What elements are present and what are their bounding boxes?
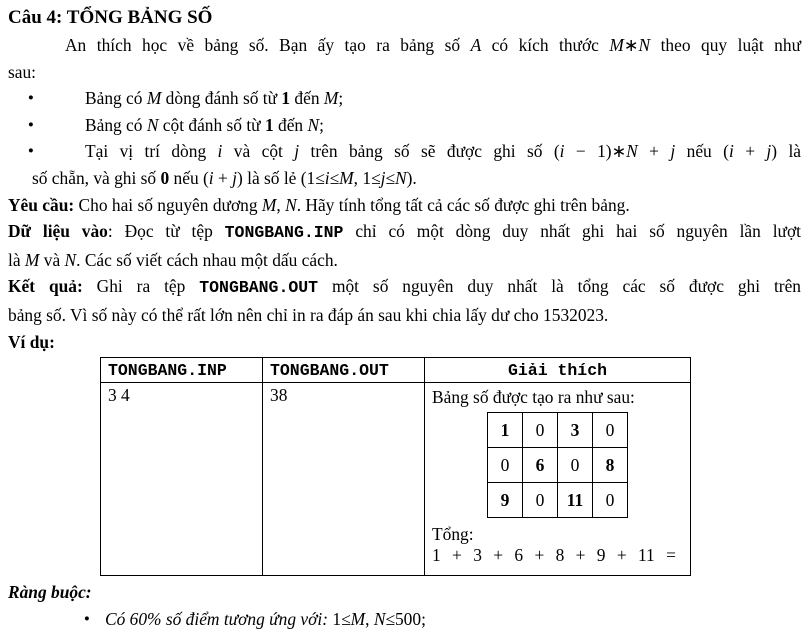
example-table: [100, 357, 691, 576]
intro-line-1: An thích học về bảng số. Bạn ấy tạo ra bảng số A có kích thước M∗N theo quy luật như: [65, 35, 801, 55]
input-spec-line-2: là M và N. Các số viết cách nhau một dấu cách.: [8, 249, 338, 270]
example-data-row: [101, 383, 691, 576]
board-cell: 0: [558, 448, 593, 483]
board-cell: 0: [523, 413, 558, 448]
bullet-item-cols: ● Bảng có N cột đánh số từ 1 đến N;: [8, 112, 801, 139]
header-input-file: TONGBANG.INP: [101, 358, 263, 383]
board-cell: 9: [488, 483, 523, 518]
output-spec-line-2: bảng số. Vì số này có thể rất lớn nên chỉ in ra đáp án sau khi chia lấy dư cho 1532023.: [8, 304, 609, 325]
board-cell: 0: [523, 483, 558, 518]
bullet-icon: ●: [28, 119, 34, 130]
board-row: [488, 483, 628, 518]
board-cell: 0: [593, 413, 628, 448]
header-explanation: Giải thích: [425, 358, 691, 383]
requirement-line: Yêu cầu: Cho hai số nguyên dương M, N. Hãy tính tổng tất cả các số được ghi trên bảng.: [8, 194, 630, 215]
example-explanation-cell: [425, 383, 691, 576]
example-header-row: [101, 358, 691, 383]
bullet-item-rows: ● Bảng có M dòng đánh số từ 1 đến M;: [8, 85, 801, 112]
board-cell: 8: [593, 448, 628, 483]
example-label: Ví dụ:: [8, 331, 55, 352]
bullet-item-rule-line-1: ● Tại vị trí dòng i và cột j trên bảng số sẽ được ghi số (i − 1)∗N + j nếu (i + j) là: [8, 138, 801, 165]
header-output-file: TONGBANG.OUT: [263, 358, 425, 383]
constraints-heading: Ràng buộc:: [8, 582, 92, 603]
explanation-intro: Bảng số được tạo ra như sau:: [432, 387, 635, 408]
output-spec-line-1: Kết quả: Ghi ra tệp TONGBANG.OUT một số nguyên duy nhất là tổng các số được ghi trên: [8, 276, 802, 298]
bullet-item-rule-line-2: số chẵn, và ghi số 0 nếu (i + j) là số lẻ (1≤i≤M, 1≤j≤N).: [32, 167, 417, 188]
board-cell: 1: [488, 413, 523, 448]
bullet-icon: ●: [28, 93, 34, 104]
input-spec-line-1: Dữ liệu vào: Đọc từ tệp TONGBANG.INP chỉ có một dòng duy nhất ghi hai số nguyên lần lượt: [8, 221, 801, 243]
constraint-bullet-item: ● Có 60% số điểm tương ứng với: 1≤M, N≤500;: [8, 606, 801, 632]
bullet-icon: ●: [84, 613, 90, 624]
example-input-cell: 3 4: [101, 383, 263, 576]
board-cell: 3: [558, 413, 593, 448]
board-row: [488, 448, 628, 483]
board-cell: 0: [593, 483, 628, 518]
board-cell: 6: [523, 448, 558, 483]
sum-expression: 1 + 3 + 6 + 8 + 9 + 11 =: [432, 545, 676, 566]
problem-heading: Câu 4: TỔNG BẢNG SỐ: [8, 7, 213, 28]
board-cell: 11: [558, 483, 593, 518]
example-output-cell: 38: [263, 383, 425, 576]
board-row: [488, 413, 628, 448]
sum-label: Tổng:: [432, 524, 474, 545]
board-cell: 0: [488, 448, 523, 483]
bullet-icon: ●: [28, 146, 34, 157]
board-table: [487, 412, 628, 518]
intro-line-2: sau:: [8, 61, 37, 82]
